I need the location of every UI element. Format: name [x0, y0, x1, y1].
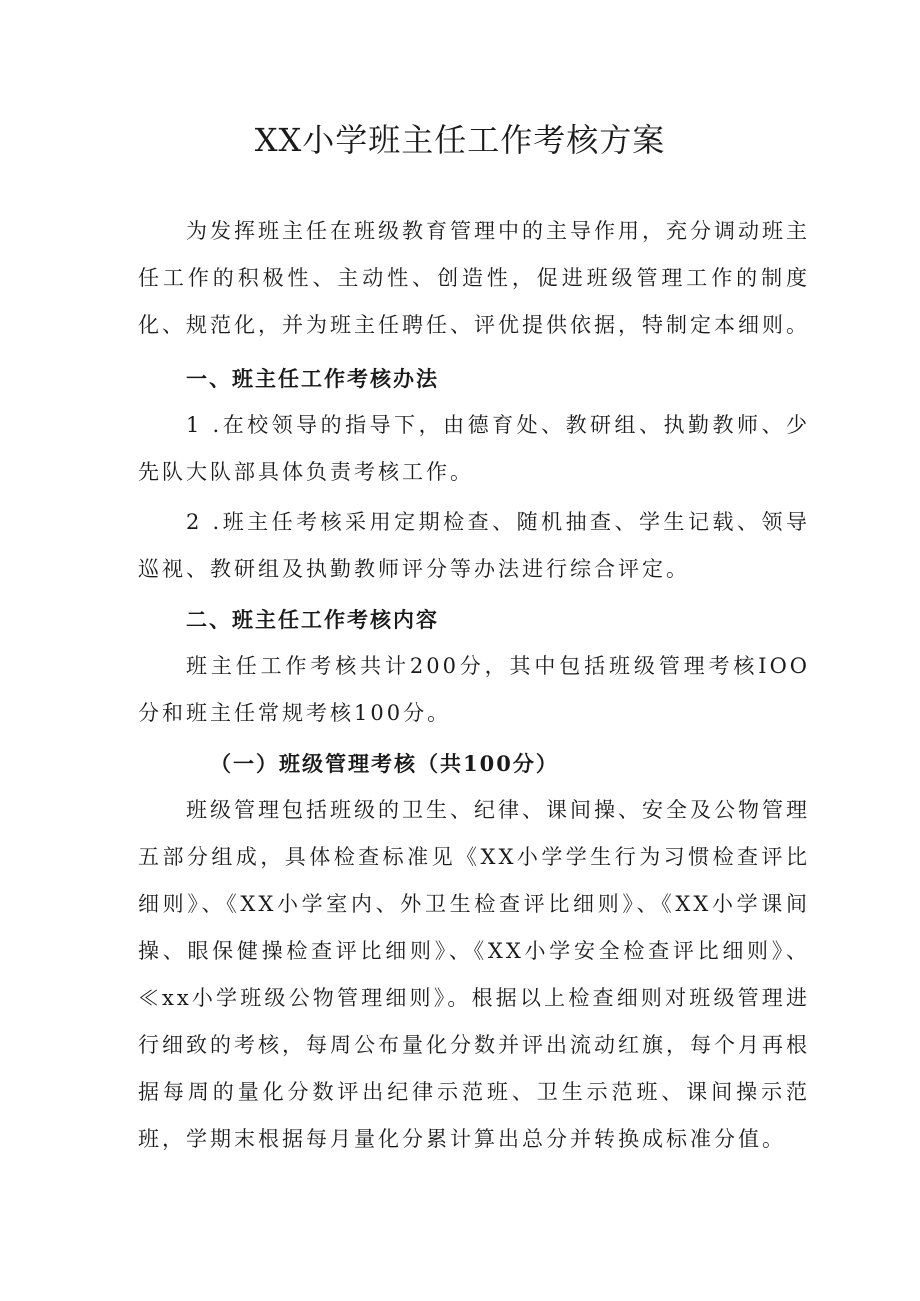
intro-paragraph: 为发挥班主任在班级教育管理中的主导作用，充分调动班主任工作的积极性、主动性、创造性，促进班级管理工作的制度化、规范化，并为班主任聘任、评优提供依据，特制定本细则。 — [138, 219, 810, 337]
subsection-1-body: 班级管理包括班级的卫生、纪律、课间操、安全及公物管理五部分组成，具体检查标准见《XX小学学生行为习惯检查评比细则》、《XX小学室内、外卫生检查评比细则》、《XX小学课间操、眼保健操检查评比细则》、《XX小学安全检查评比细则》、≪xx小学班级公物管理细则》。根据以上检查细则对班级管理进行细致的考核，每周公布量化分数并评出流动红旗，每个月再根据每周的量化分数评出纪律示范班、卫生示范班、课间操示范班，学期末根据每月量化分累计算出总分并转换成标准分值。 — [138, 798, 810, 1151]
section-1-item-2: 2 .班主任考核采用定期检查、随机抽查、学生记载、领导巡视、教研组及执勤教师评分等办法进行综合评定。 — [138, 510, 810, 581]
subsection-1-heading: （一）班级管理考核（共100分） — [210, 751, 559, 776]
document-title: XX小学班主任工作考核方案 — [254, 121, 666, 159]
section-1-heading: 一、班主任工作考核办法 — [186, 366, 439, 391]
section-2-summary: 班主任工作考核共计200分，其中包括班级管理考核IOO分和班主任常规考核100分。 — [138, 654, 810, 725]
section-1-item-1: 1 .在校领导的指导下，由德育处、教研组、执勤教师、少先队大队部具体负责考核工作。 — [138, 413, 810, 484]
section-2-heading: 二、班主任工作考核内容 — [186, 607, 439, 632]
